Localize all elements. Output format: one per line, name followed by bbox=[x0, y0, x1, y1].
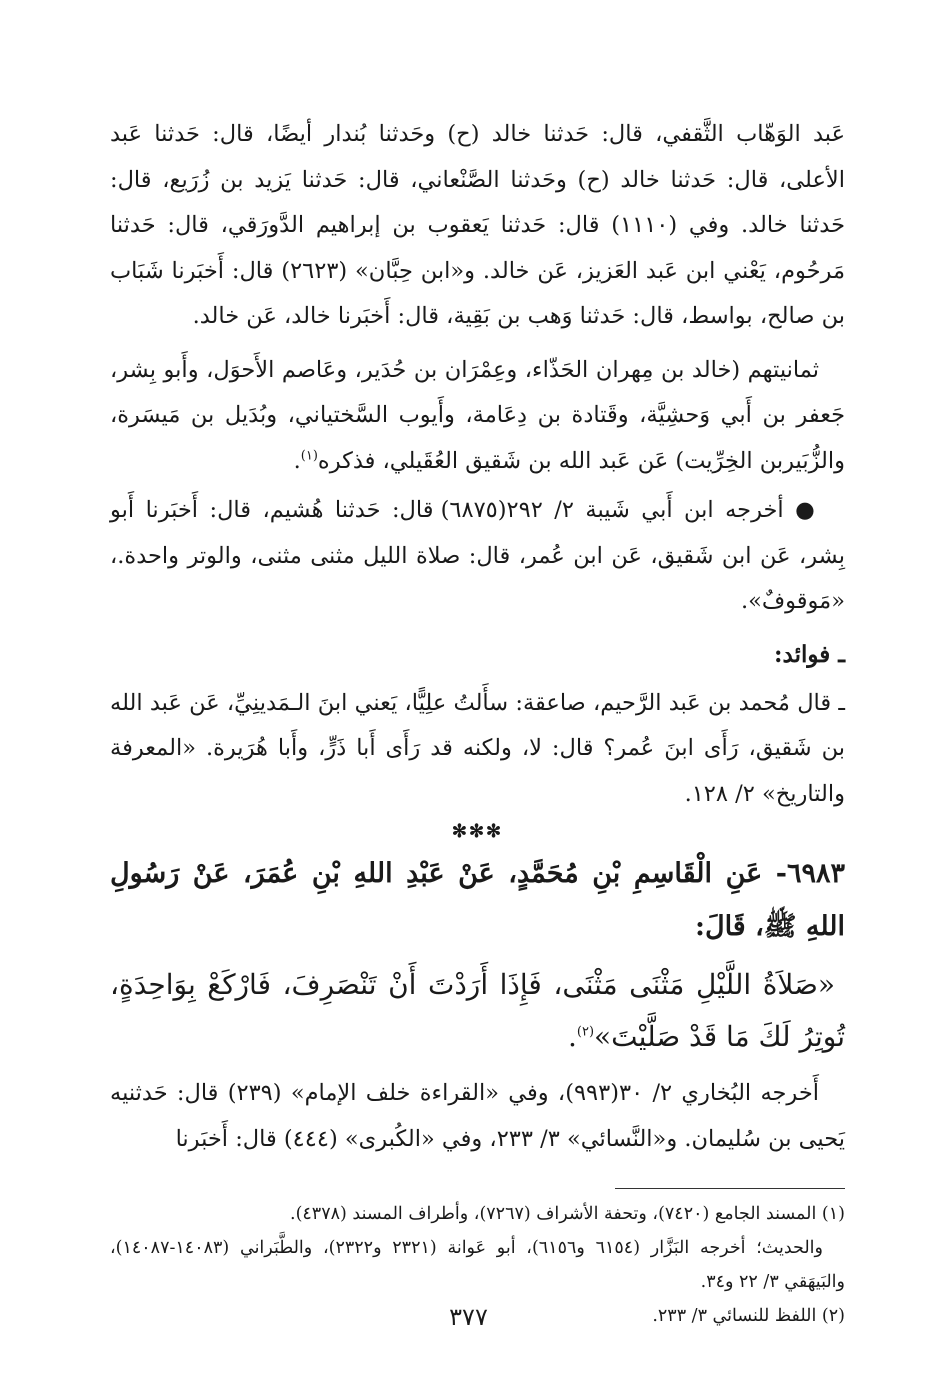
hadith-matn bbox=[110, 959, 845, 1063]
paragraph-fawaid: ـ قال مُحمد بن عَبد الرَّحيم، صاعقة: سأَلتُ علِيًّا، يَعني ابنَ الـمَدينِيِّ، عَن عَبد الله بن شَقيق، رَأَى ابنَ عُمر؟ قال: لا، ولكنه قد رَأَى أَبا ذَرٍّ، وأَبا هُرَيرة. «المعرفة والتاريخ» ٢/ ١٢٨. bbox=[110, 689, 845, 807]
hadith-matn-text: «صَلاَةُ اللَّيْلِ مَثْنَى مَثْنَى، فَإِذَا أَرَدْتَ أَنْ تَنْصَرِفَ، فَارْكَعْ بِوَاحِدَةٍ، تُوتِرُ لَكَ مَا قَدْ صَلَّيْتَ» bbox=[110, 968, 845, 1053]
paragraph-ibn-abi-shayba: ● أخرجه ابن أَبي شَيبة ٢/ ٢٩٢(٦٨٧٥) قال: حَدثنا هُشيم، قال: أَخبَرنا أَبو بِشر، عَن ابن شَقيق، عَن ابن عُمر، قال: صلاة الليل مثنى مثنى، والوتر واحدة.، «مَوقوفٌ». bbox=[110, 497, 845, 614]
footnote-1-continued: والحديث؛ أخرجه البَزَّار (٦١٥٤ و٦١٥٦)، أبو عَوانة (٢٣٢١ و٢٣٢٢)، والطَّبَراني (١٤٠٨٣-١٤٠٨٧)، والبَيهَقي ٣/ ٢٢ و٣٤. bbox=[110, 1238, 845, 1292]
footnote-1: (١) المسند الجامع (٧٤٢٠)، وتحفة الأشراف (٧٢٦٧)، وأطراف المسند (٤٣٧٨). bbox=[290, 1204, 845, 1224]
paragraph-narrators-end: . bbox=[293, 447, 301, 474]
footnote-ref-1[interactable]: (١) bbox=[300, 448, 318, 463]
paragraph-narrators-text: ثمانيتهم (خالد بن مِهران الحَذّاء، وعِمْرَان بن حُدَير، وعَاصم الأَحوَل، وأَبو بِشر، جَعفر بن أَبي وَحشِيَّة، وقَتادة بن دِعَامة، وأَيوب السَّختياني، وبُدَيل بن مَيسَرة، والزُّبَيربن الخِرِّيت) عَن عَبد الله بن شَقيق العُقَيلي، فذكره bbox=[110, 356, 845, 474]
page-body bbox=[110, 112, 845, 1333]
section-heading-fawaid: ـ فوائد: bbox=[774, 640, 845, 668]
section-separator-stars: ✻✻✻ bbox=[451, 821, 504, 842]
hadith-isnad-6983: ٦٩٨٣- عَنِ الْقَاسِمِ بْنِ مُحَمَّدٍ، عَنْ عَبْدِ اللهِ بْنِ عُمَرَ، عَنْ رَسُولِ اللهِ ﷺ، قَالَ: bbox=[110, 858, 845, 942]
page-number: ٣٧٧ bbox=[449, 1303, 488, 1331]
footnote-2: (٢) اللفظ للنسائي ٣/ ٢٣٣. bbox=[652, 1306, 845, 1326]
footnote-ref-2[interactable]: (٢) bbox=[576, 1024, 595, 1040]
paragraph-takhrij: أَخرجه البُخاري ٢/ ٣٠(٩٩٣)، وفي «القراءة خلف الإمام» (٢٣٩) قال: حَدثنيه يَحيى بن سُليمان. و«النَّسائي» ٣/ ٢٣٣، وفي «الكُبرى» (٤٤٤) قال: أَخبَرنا bbox=[110, 1080, 845, 1152]
paragraph-narrators bbox=[110, 348, 845, 485]
footnote-divider bbox=[615, 1188, 845, 1189]
hadith-matn-end: . bbox=[567, 1020, 577, 1053]
paragraph-isnad-1: عَبد الوَهّاب الثَّقفي، قال: حَدثنا خالد (ح) وحَدثنا بُندار أيضًا، قال: حَدثنا عَبد الأعلى، قال: حَدثنا خالد (ح) وحَدثنا الصَّنْعاني، قال: حَدثنا يَزيد بن زُرَيع، قال: حَدثنا خالد. وفي (١١١٠) قال: حَدثنا يَعقوب بن إبراهيم الدَّورَقي، قال: حَدثنا مَرحُوم، يَعْني ابن عَبد العَزيز، عَن خالد. و«ابن حِبَّان» (٢٦٢٣) قال: أَخبَرنا شَبَاب بن صالح، بواسط، قال: حَدثنا وَهب بن بَقِية، قال: أَخبَرنا خالد، عَن خالد. bbox=[110, 121, 845, 329]
